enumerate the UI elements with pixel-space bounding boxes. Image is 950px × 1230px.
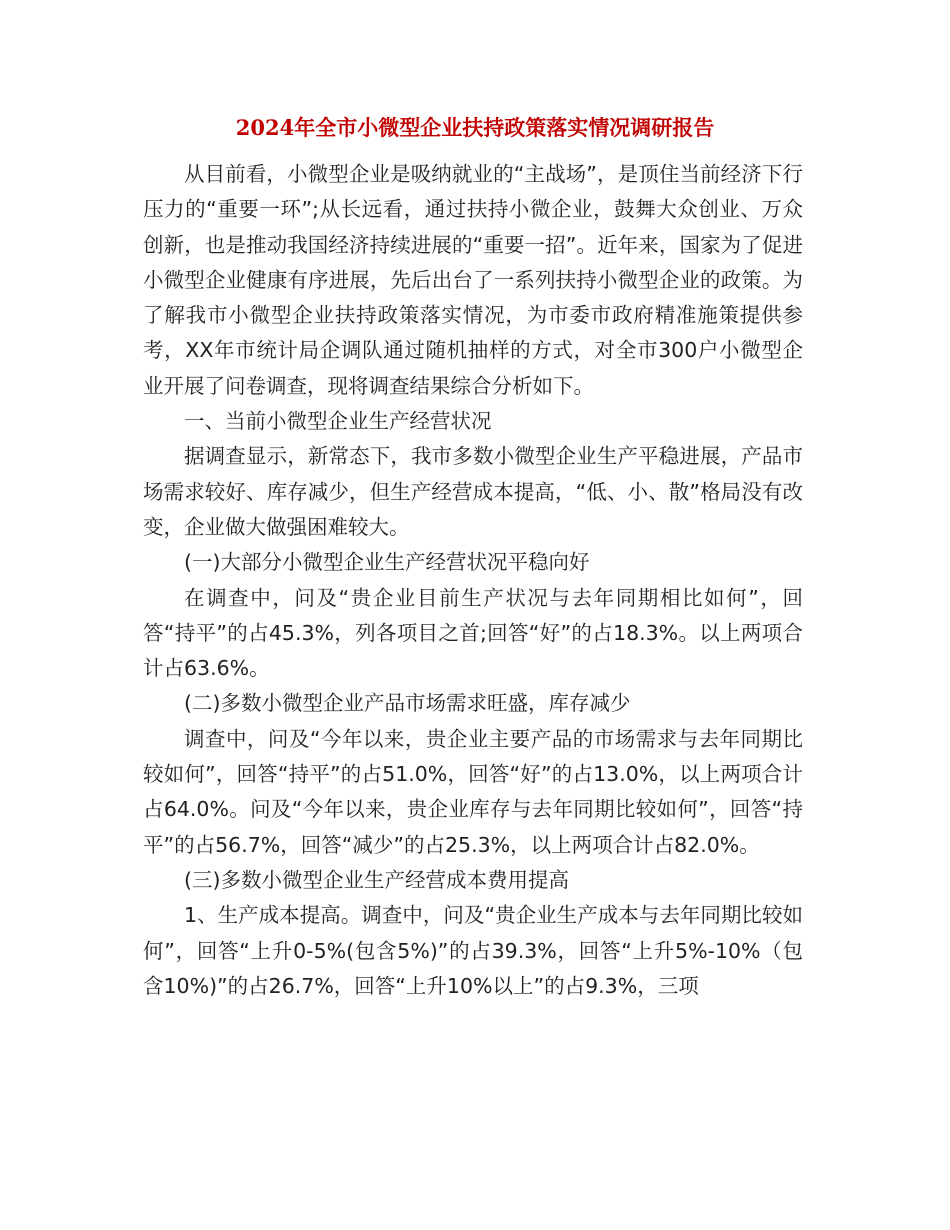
- subsection-3-paragraph: 1、生产成本提高。调查中，问及“贵企业生产成本与去年同期比较如何”，回答“上升0-5%(包含5%)”的占39.3%，回答“上升5%-10%（包含10%)”的占26.7%，回答“上升10%以上”的占9.3%，三项: [143, 903, 803, 998]
- subsection-heading-1: (一)大部分小微型企业生产经营状况平稳向好: [184, 550, 590, 575]
- subsection-1-paragraph: 在调查中，问及“贵企业目前生产状况与去年同期相比如何”，回答“持平”的占45.3%，列各项目之首;回答“好”的占18.3%。以上两项合计占63.6%。: [143, 585, 803, 681]
- document-body: [143, 157, 803, 1004]
- subsection-heading-3: (三)多数小微型企业生产经营成本费用提高: [184, 867, 569, 892]
- intro-paragraph: 从目前看，小微型企业是吸纳就业的“主战场”，是顶住当前经济下行压力的“重要一环”;从长远看，通过扶持小微企业，鼓舞大众创业、万众创新，也是推动我国经济持续进展的“重要一招”。近年来，国家为了促进小微型企业健康有序进展，先后出台了一系列扶持小微型企业的政策。为了解我市小微型企业扶持政策落实情况，为市委市政府精准施策提供参考，XX年市统计局企调队通过随机抽样的方式，对全市300户小微型企业开展了问卷调查，现将调查结果综合分析如下。: [143, 162, 803, 398]
- subsection-heading-2: (二)多数小微型企业产品市场需求旺盛，库存减少: [184, 691, 631, 716]
- subsection-2-paragraph: 调查中，问及“今年以来，贵企业主要产品的市场需求与去年同期比较如何”，回答“持平”的占51.0%，回答“好”的占13.0%，以上两项合计占64.0%。问及“今年以来，贵企业库存与去年同期比较如何”，回答“持平”的占56.7%，回答“减少”的占25.3%，以上两项合计占82.0%。: [143, 726, 803, 857]
- section-heading-1: 一、当前小微型企业生产经营状况: [184, 409, 492, 434]
- document-title: 2024年全市小微型企业扶持政策落实情况调研报告: [235, 115, 715, 140]
- section-1-paragraph: 据调查显示，新常态下，我市多数小微型企业生产平稳进展，产品市场需求较好、库存减少，但生产经营成本提高，“低、小、散”格局没有改变，企业做大做强困难较大。: [143, 444, 803, 539]
